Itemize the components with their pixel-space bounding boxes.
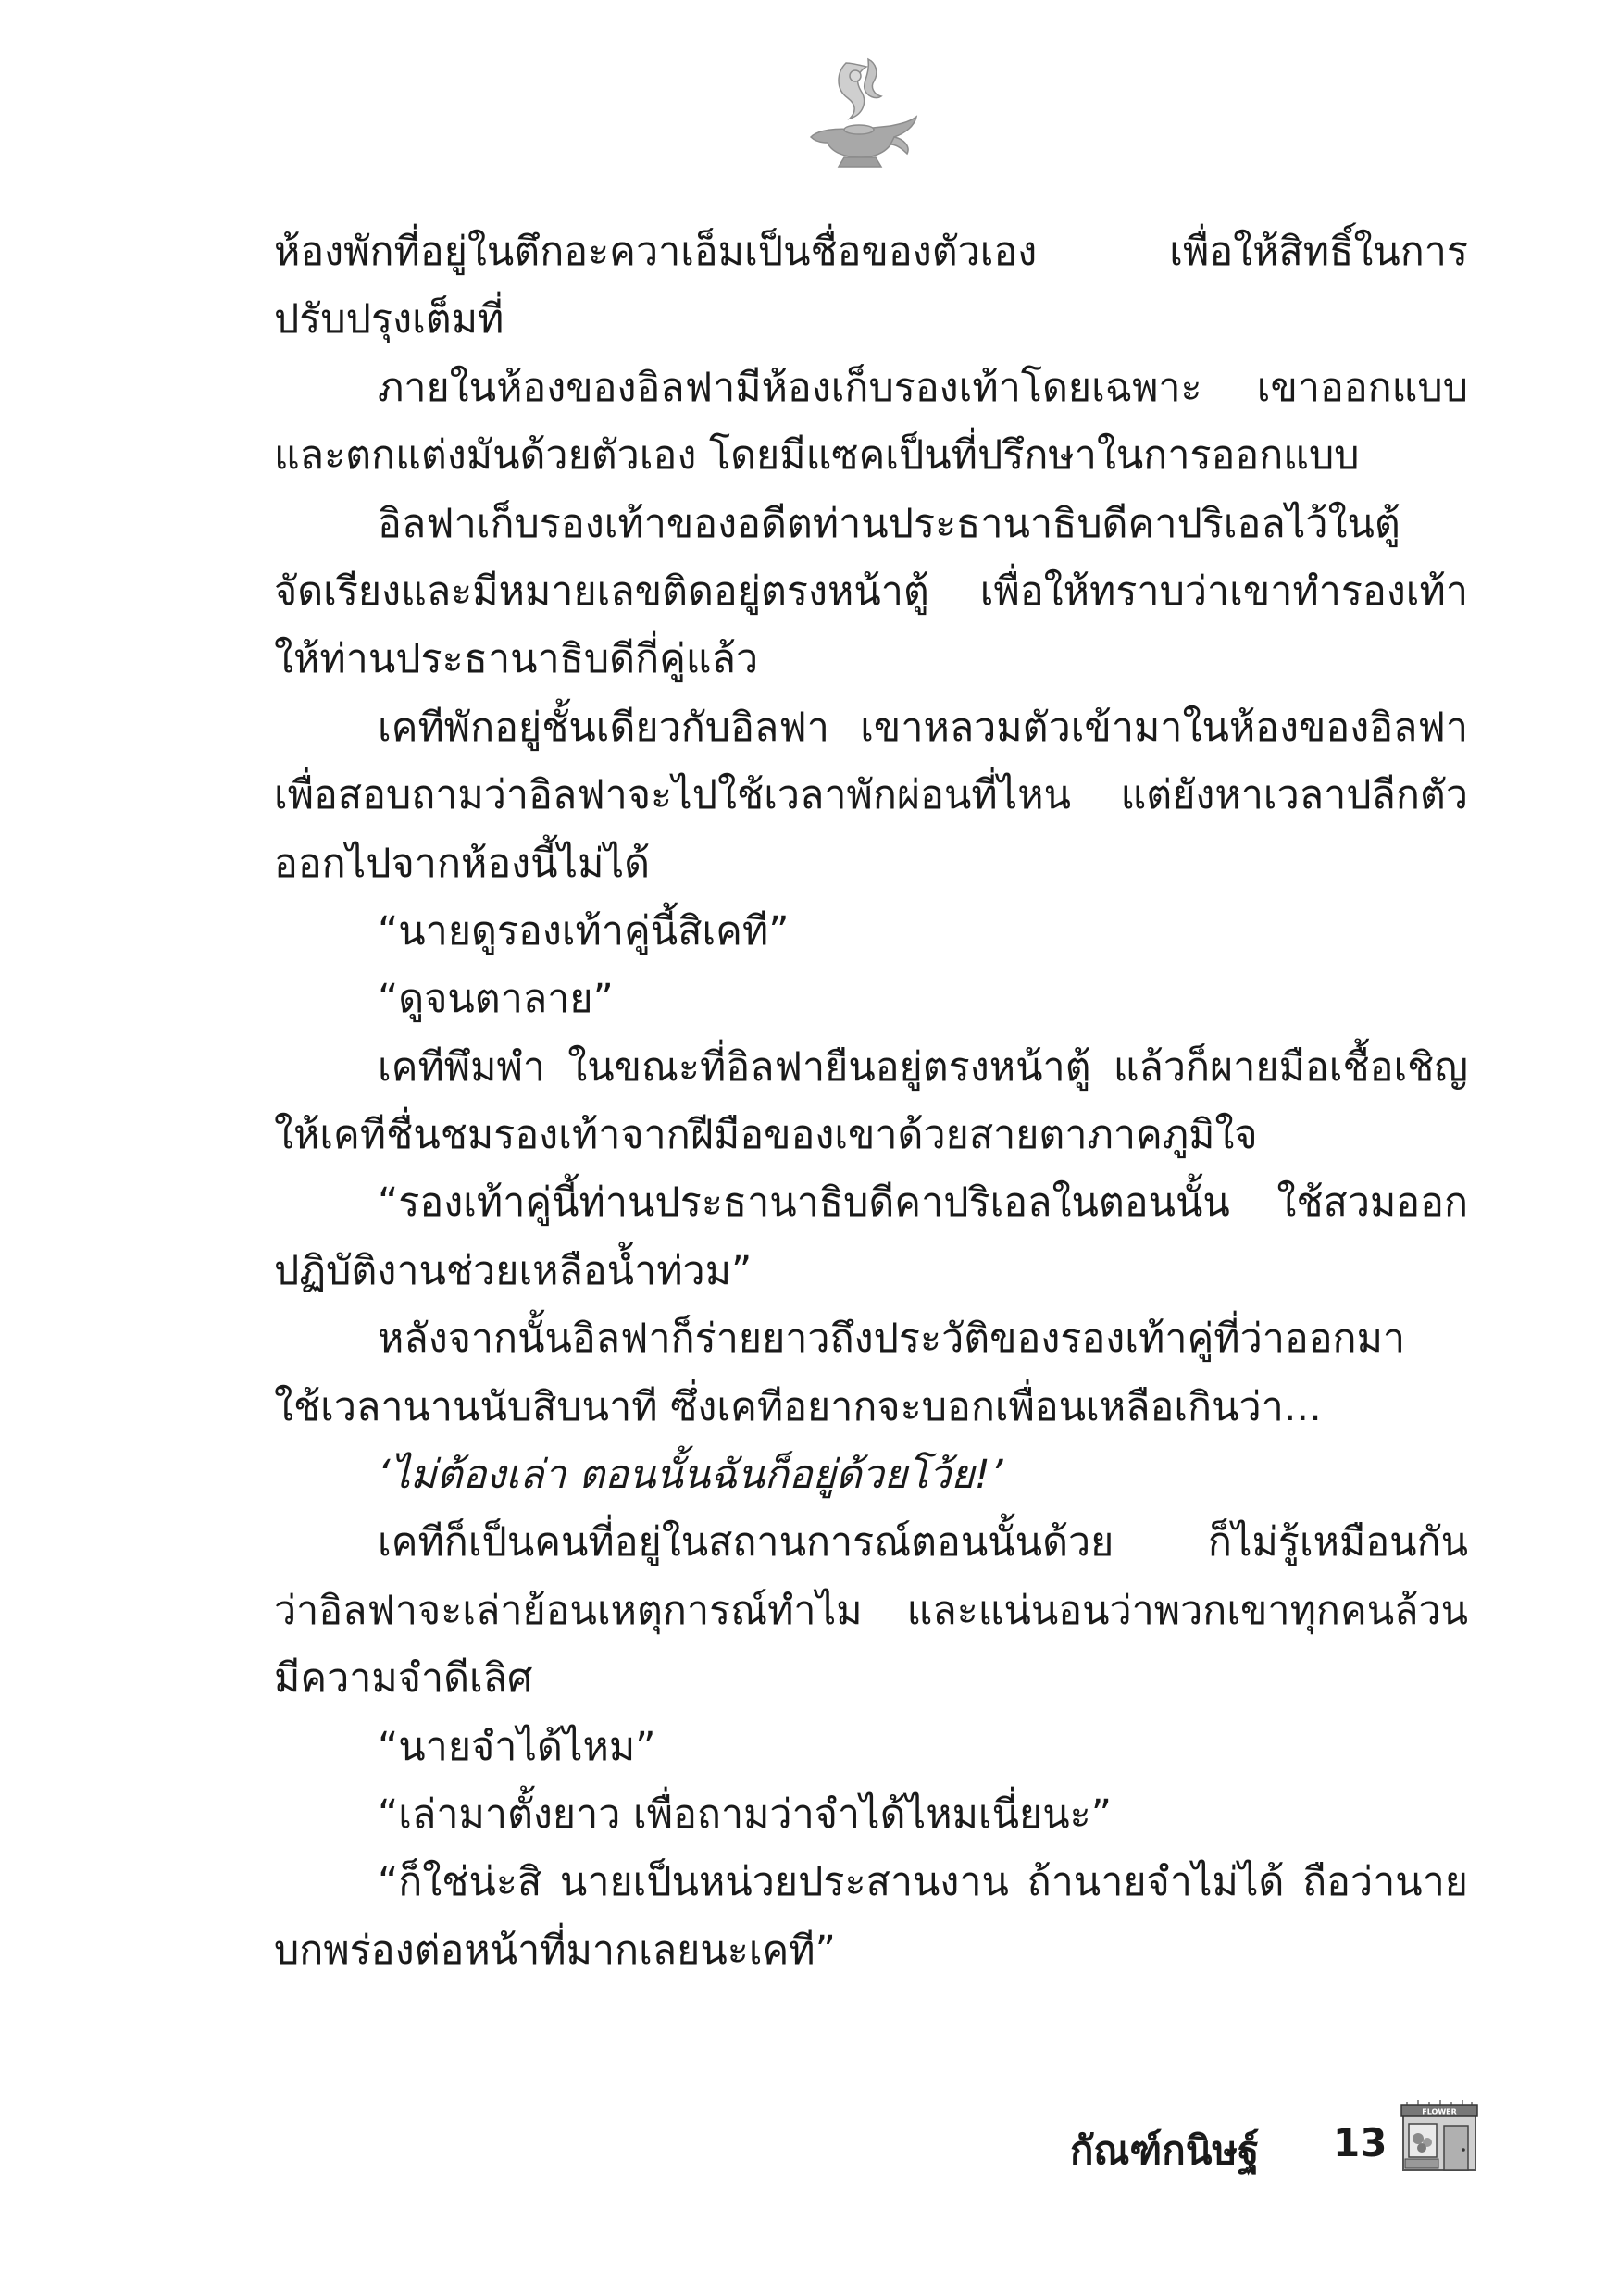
text-line: ว่าอิลฟาจะเล่าย้อนเหตุการณ์ทำไม และแน่นอนว่าพวกเขาทุกคนล้วน [274,1587,1468,1634]
author-name: กัณฑ์กนิษฐ์ [1070,2128,1260,2173]
text-line: ให้ท่านประธานาธิบดีกี่คู่แล้ว [274,636,759,683]
text-line: ปรับปรุงเต็มที่ [274,296,504,343]
text-line: มีความจำดีเลิศ [274,1655,533,1703]
page-footer [1055,2092,1481,2185]
text-line: ภายในห้องของอิลฟามีห้องเก็บรองเท้าโดยเฉพาะ เขาออกแบบ [378,364,1468,411]
text-line: “รองเท้าคู่นี้ท่านประธานาธิบดีคาปริเอลในตอนนั้น ใช้สวมออก [378,1179,1468,1227]
flower-shop-icon [1398,2098,1481,2172]
text-line: เคทีก็เป็นคนที่อยู่ในสถานการณ์ตอนนั้นด้วย ก็ไม่รู้เหมือนกัน [378,1519,1468,1566]
text-line: ให้เคทีชื่นชมรองเท้าจากฝีมือของเขาด้วยสายตาภาคภูมิใจ [274,1112,1258,1159]
text-line: “นายดูรองเท้าคู่นี้สิเคที” [378,907,790,955]
text-line: เคทีพักอยู่ชั้นเดียวกับอิลฟา เขาหลวมตัวเข้ามาในห้องของอิลฟา [378,704,1468,751]
text-line: หลังจากนั้นอิลฟาก็ร่ายยาวถึงประวัติของรองเท้าคู่ที่ว่าออกมา [378,1316,1406,1363]
text-line: “ก็ใช่น่ะสิ นายเป็นหน่วยประสานงาน ถ้านายจำไม่ได้ ถือว่านาย [378,1859,1468,1906]
text-line: “นายจำได้ไหม” [378,1723,656,1770]
text-line: ปฏิบัติงานช่วยเหลือน้ำท่วม” [274,1247,753,1294]
text-line: ห้องพักที่อยู่ในตึกอะควาเอ็มเป็นชื่อของตัวเอง เพื่อให้สิทธิ์ในการ [274,229,1468,275]
page-number: 13 [1333,2120,1388,2165]
text-line: บกพร่องต่อหน้าที่มากเลยนะเคที” [274,1927,836,1974]
text-line: ใช้เวลานานนับสิบนาที ซึ่งเคทีอยากจะบอกเพื่อนเหลือเกินว่า... [274,1383,1322,1430]
text-line: เคทีพึมพำ ในขณะที่อิลฟายืนอยู่ตรงหน้าตู้ แล้วก็ผายมือเชื้อเชิญ [378,1043,1468,1091]
genie-lamp-icon [790,44,929,183]
text-line: ออกไปจากห้องนี้ไม่ได้ [274,840,651,887]
text-line: ‘ไม่ต้องเล่า ตอนนั้นฉันก็อยู่ด้วยโว้ย!’ [378,1452,1003,1499]
text-line: เพื่อสอบถามว่าอิลฟาจะไปใช้เวลาพักผ่อนที่ไหน แต่ยังหาเวลาปลีกตัว [274,772,1468,819]
text-line: จัดเรียงและมีหมายเลขติดอยู่ตรงหน้าตู้ เพื่อให้ทราบว่าเขาทำรองเท้า [274,568,1468,615]
text-line: อิลฟาเก็บรองเท้าของอดีตท่านประธานาธิบดีคาปริเอลไว้ในตู้ [378,500,1400,547]
shop-sign-text: FLOWER [1422,2107,1457,2116]
text-line: “เล่ามาตั้งยาว เพื่อถามว่าจำได้ไหมเนี่ยนะ” [378,1791,1112,1838]
body-text [274,218,1468,1985]
text-line: และตกแต่งมันด้วยตัวเอง โดยมีแซคเป็นที่ปรึกษาในการออกแบบ [274,432,1360,480]
text-line: “ดูจนตาลาย” [378,976,614,1023]
